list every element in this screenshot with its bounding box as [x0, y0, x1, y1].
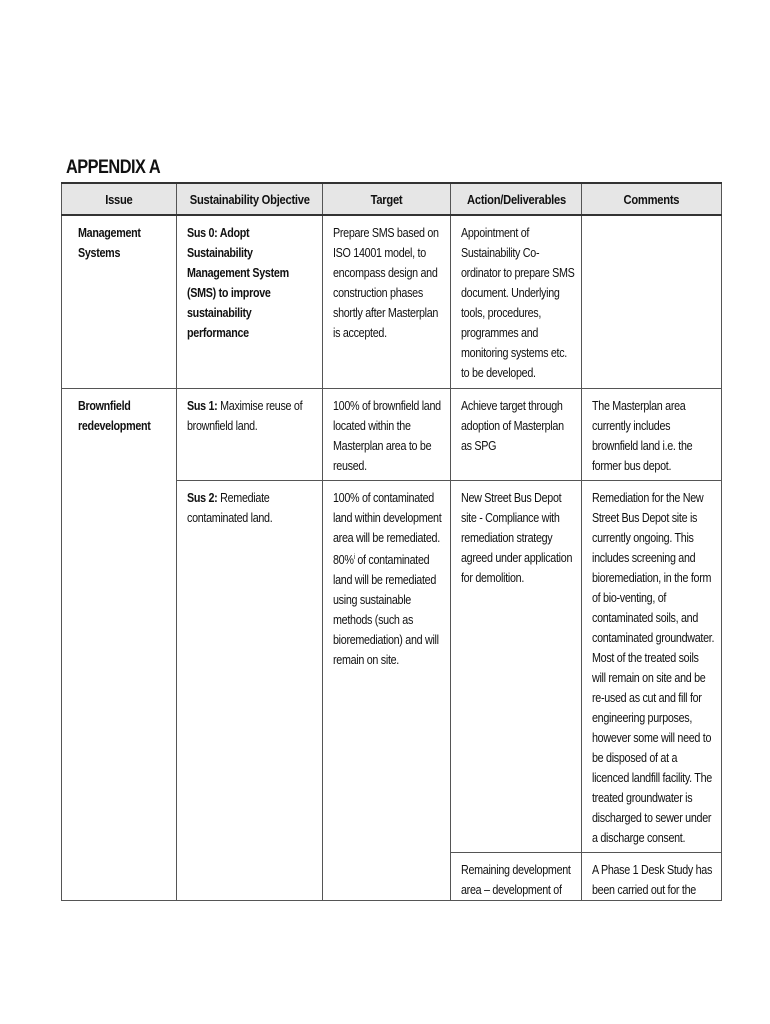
objective-text — [187, 396, 316, 436]
objective-code: Sus 2: — [187, 491, 218, 505]
objective-code: Sus 0: — [187, 226, 218, 240]
objective-description: Maximise reuse of brownfield land. — [187, 399, 303, 433]
table-row — [62, 215, 722, 389]
objective-text — [187, 223, 316, 343]
page-title: APPENDIX A — [66, 157, 161, 178]
action-cell — [451, 389, 582, 481]
issue-text: Management Systems — [78, 226, 141, 260]
footnote-marker: i — [353, 554, 355, 561]
objective-description: Adopt Sustainability Management System (SMS) to improve sustainability performance — [187, 226, 289, 340]
comments-cell — [582, 389, 722, 481]
objective-cell — [177, 215, 323, 389]
comments-cell — [582, 853, 722, 901]
issue-cell — [62, 215, 177, 389]
table-row — [62, 389, 722, 481]
comments-text: The Masterplan area currently includes brownfield land i.e. the former bus depot. — [592, 399, 693, 473]
objective-description: Remediate contaminated land. — [187, 491, 273, 525]
target-text: 100% of brownfield land located within the Masterplan area to be reused. — [333, 399, 441, 473]
target-cell — [323, 215, 451, 389]
column-header-comments: Comments — [582, 183, 722, 215]
column-header-target: Target — [323, 183, 451, 215]
column-header-action: Action/Deliverables — [451, 183, 582, 215]
comments-cell — [582, 215, 722, 389]
comments-cell — [582, 481, 722, 853]
table-header-row — [62, 183, 722, 215]
comments-text: A Phase 1 Desk Study has been carried out for the — [592, 863, 713, 897]
issue-cell — [62, 389, 177, 901]
issue-text: Brownfield redevelopment — [78, 399, 151, 433]
objective-text — [187, 488, 316, 528]
action-text: Remaining development area – development of — [461, 863, 571, 897]
target-percent: 80% — [333, 553, 354, 568]
action-cell — [451, 481, 582, 853]
target-part-1: 100% of contaminated land within development area will be remediated. — [333, 491, 442, 545]
action-cell — [451, 215, 582, 389]
target-part-2: of contaminated land will be remediated using sustainable methods (such as bioremediation) and will remain on site. — [333, 553, 439, 668]
target-text: Prepare SMS based on ISO 14001 model, to encompass design and construction phases shortly after Masterplan is accepted. — [333, 226, 439, 340]
comments-text: Remediation for the New Street Bus Depot site is currently ongoing. This includes screening and bioremediation, in the form of bio-venting, of contaminated soils, and contaminated groundwater. Most of the treated soils will remain on site and be re-used as cut and fill for engineering purposes, however some will need to be disposed of at a licenced landfill facility. The treated groundwater is discharged to sewer under a discharge consent. — [592, 491, 715, 845]
target-text — [333, 488, 444, 670]
column-header-issue: Issue — [62, 183, 177, 215]
target-cell — [323, 389, 451, 481]
column-header-objective: Sustainability Objective — [177, 183, 323, 215]
objective-cell — [177, 389, 323, 481]
objective-code: Sus 1: — [187, 399, 218, 413]
action-text: Achieve target through adoption of Masterplan as SPG — [461, 399, 564, 453]
action-cell — [451, 853, 582, 901]
target-cell — [323, 481, 451, 901]
action-text: New Street Bus Depot site - Compliance with remediation strategy agreed under application for demolition. — [461, 491, 573, 585]
action-text: Appointment of Sustainability Co-ordinator to prepare SMS document. Underlying tools, procedures, programmes and monitoring systems etc. to be developed. — [461, 226, 575, 380]
objective-cell — [177, 481, 323, 901]
sustainability-table — [61, 182, 722, 901]
